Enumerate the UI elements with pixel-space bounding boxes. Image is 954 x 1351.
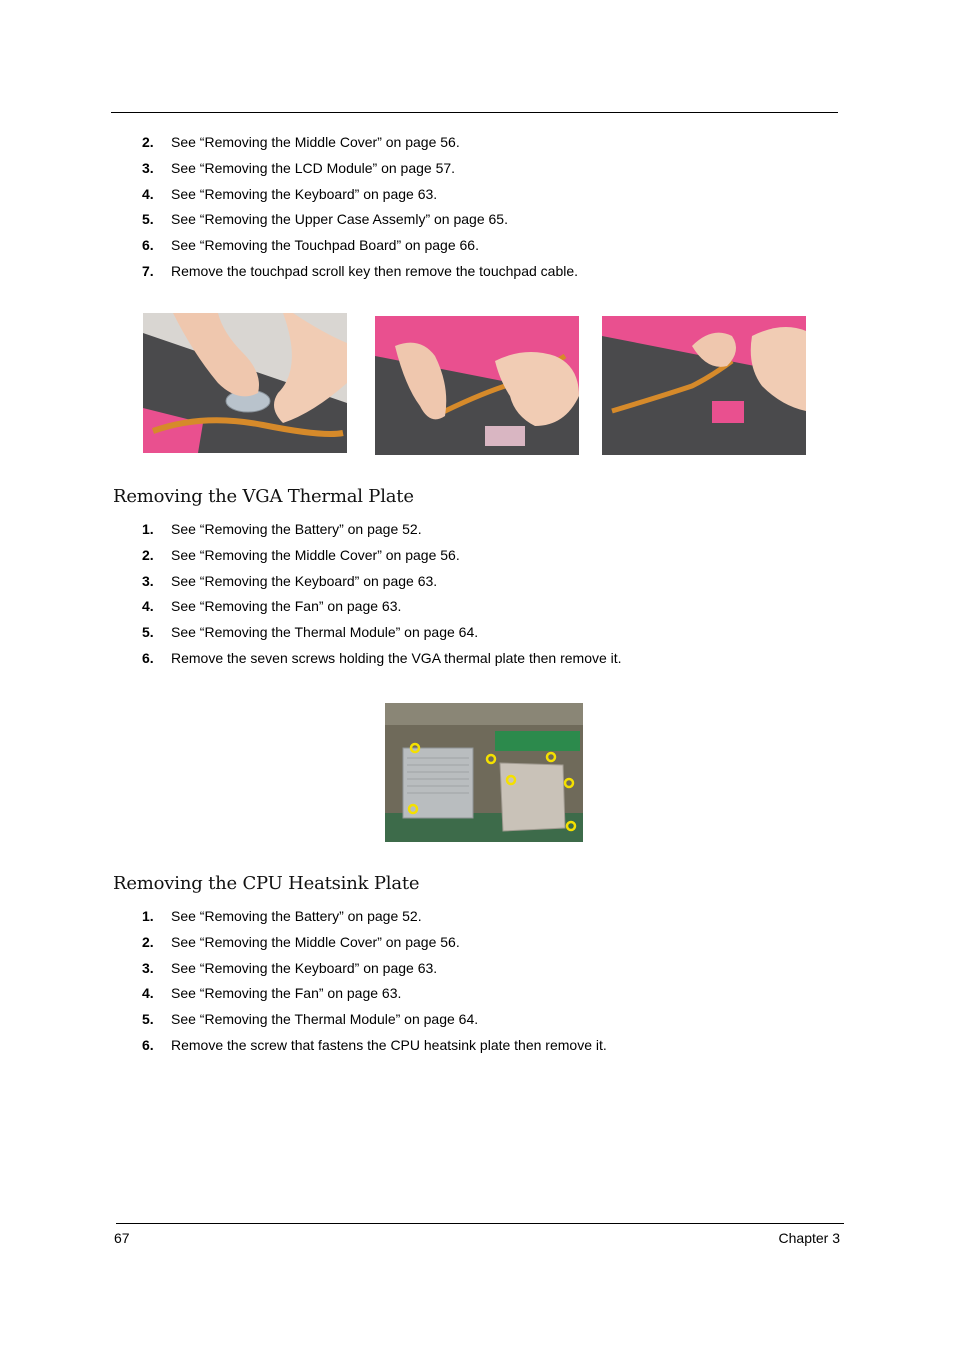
list-item: 3. See “Removing the Keyboard” on page 63. xyxy=(142,573,438,589)
list-item: 5. See “Removing the Thermal Module” on page 64. xyxy=(142,624,479,640)
list-item: 6. Remove the screw that fastens the CPU heatsink plate then remove it. xyxy=(142,1037,607,1053)
list-item: 6. See “Removing the Touchpad Board” on page 66. xyxy=(142,237,479,253)
list-item: 6. Remove the seven screws holding the VGA thermal plate then remove it. xyxy=(142,650,622,666)
touchpad-cable-photo-1 xyxy=(375,316,579,455)
list-item: 4. See “Removing the Fan” on page 63. xyxy=(142,598,402,614)
vga-thermal-plate-photo xyxy=(385,703,583,842)
list-item: 4. See “Removing the Keyboard” on page 63. xyxy=(142,186,438,202)
list-item: 7. Remove the touchpad scroll key then remove the touchpad cable. xyxy=(142,263,579,279)
footer-rule xyxy=(116,1223,844,1224)
header-rule xyxy=(111,112,838,113)
list-item: 2. See “Removing the Middle Cover” on page 56. xyxy=(142,547,460,563)
chapter-label: Chapter 3 xyxy=(778,1230,840,1246)
touchpad-scroll-key-photo xyxy=(143,313,347,453)
list-item: 3. See “Removing the Keyboard” on page 63. xyxy=(142,960,438,976)
list-item: 2. See “Removing the Middle Cover” on page 56. xyxy=(142,134,460,150)
list-item: 5. See “Removing the Upper Case Assemly” on page 65. xyxy=(142,211,508,227)
section-heading: Removing the CPU Heatsink Plate xyxy=(113,873,420,894)
list-item: 4. See “Removing the Fan” on page 63. xyxy=(142,985,402,1001)
list-item: 3. See “Removing the LCD Module” on page 57. xyxy=(142,160,456,176)
list-item: 5. See “Removing the Thermal Module” on page 64. xyxy=(142,1011,479,1027)
list-item: 1. See “Removing the Battery” on page 52. xyxy=(142,908,422,924)
list-item: 1. See “Removing the Battery” on page 52. xyxy=(142,521,422,537)
touchpad-cable-photo-2 xyxy=(602,316,806,455)
page-number: 67 xyxy=(114,1230,130,1246)
list-item: 2. See “Removing the Middle Cover” on page 56. xyxy=(142,934,460,950)
section-heading: Removing the VGA Thermal Plate xyxy=(113,486,414,507)
